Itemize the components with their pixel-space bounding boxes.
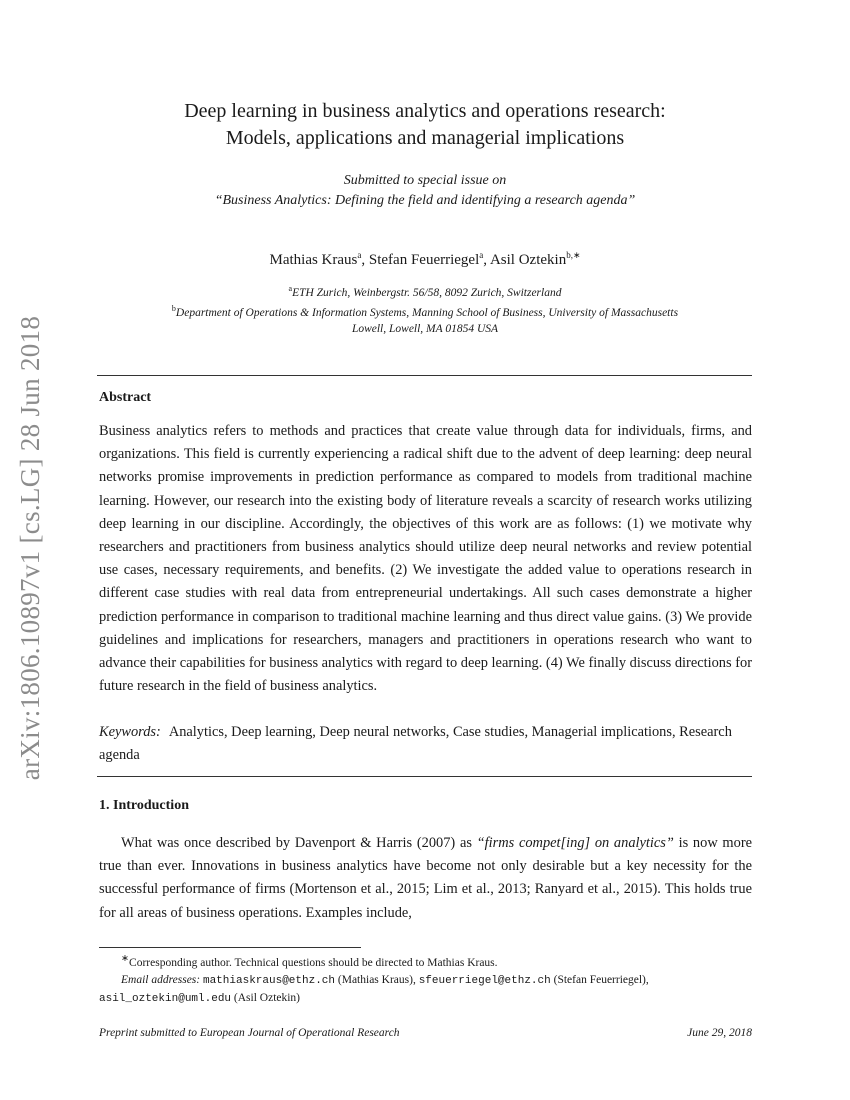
affiliations [100, 281, 750, 337]
affiliation-a [100, 281, 750, 301]
author-name: Stefan Feuerriegel [368, 252, 480, 268]
abstract-text: Business analytics refers to methods and practices that create value through data for individuals, firms, and organizations. This field is currently experiencing a radical shift due to the advent of deep learning: deep neural networks promise improvements in prediction performance as compared to models from traditional machine learning. However, our research into the existing body of literature reveals a scarcity of research works utilizing deep learning in our discipline. Accordingly, the objectives of this work are as follows: (1) we motivate why researchers and practitioners from business analytics should utilize deep neural networks and review potential use cases, necessary requirements, and benefits. (2) We investigate the added value to operations research in different case studies with real data from entrepreneurial undertakings. All such cases demonstrate a higher prediction performance in comparison to traditional machine learning and thus direct value gains. (3) We provide guidelines and implications for researchers, managers and practitioners in operations research who want to advance their capabilities for business analytics with regard to deep learning. (4) We finally discuss directions for future research in the field of business analytics. [99, 423, 752, 695]
footer-date: June 29, 2018 [687, 1027, 752, 1039]
keywords [99, 721, 752, 767]
introduction-paragraph [99, 832, 752, 925]
footnote [99, 950, 752, 1008]
author-name: Asil Oztekin [489, 252, 567, 268]
email-owner-kraus: (Mathias Kraus), [337, 973, 416, 986]
email-link-kraus[interactable]: mathiaskraus@ethz.ch [202, 974, 336, 987]
footnote-corresponding [99, 950, 752, 972]
abstract-bottom-rule [97, 776, 752, 777]
author-separator: , [361, 252, 369, 268]
email-label: Email addresses: [121, 973, 201, 986]
footer-preprint-note: Preprint submitted to European Journal of Operational Research [99, 1027, 400, 1039]
page-footer [99, 1027, 752, 1039]
affiliation-b-line-2: Lowell, Lowell, MA 01854 USA [351, 322, 499, 335]
title-line-1: Deep learning in business analytics and operations research: [184, 100, 666, 122]
paper-title [100, 98, 750, 152]
arxiv-identifier: arXiv:1806.10897v1 [cs.LG] 28 Jun 2018 [15, 315, 45, 781]
intro-text-post: is now more true than ever. Innovations in business analytics have become not only desirable but a key necessity for the successful performance of firms (Mortenson et al., 2015; Lim et al., 2013; Ranyard et al., 2015). This holds true for all areas of business operations. Examples include, [99, 835, 753, 921]
affiliation-a-text: ETH Zurich, Weinbergstr. 56/58, 8092 Zurich, Switzerland [292, 286, 562, 299]
affiliation-b [100, 301, 750, 321]
affiliation-a-mark: a [288, 284, 293, 293]
author-separator: , [483, 252, 490, 268]
affiliation-b-text: Department of Operations & Information Systems, Manning School of Business, University of Massachusetts [175, 306, 679, 319]
submission-line-2: “Business Analytics: Defining the field and identifying a research agenda” [214, 193, 636, 208]
author-affiliation-mark: a [479, 250, 484, 260]
email-link-feuerriegel[interactable]: sfeuerriegel@ethz.ch [418, 974, 551, 987]
keywords-text: Analytics, Deep learning, Deep neural networks, Case studies, Managerial implications, Research agenda [99, 724, 732, 763]
footnote-emails [99, 972, 752, 990]
abstract-heading: Abstract [99, 390, 152, 405]
author-list [100, 250, 750, 269]
footnote-emails-line-2 [99, 990, 752, 1008]
footnote-rule [99, 947, 361, 948]
email-owner-oztekin: (Asil Oztekin) [233, 991, 301, 1004]
submission-line-1: Submitted to special issue on [343, 173, 507, 188]
section-heading-introduction: 1. Introduction [99, 798, 189, 813]
affiliation-b-mark: b [171, 303, 176, 313]
intro-quote: “firms compet[ing] on analytics” [476, 835, 674, 851]
title-line-2: Models, applications and managerial implications [225, 127, 625, 149]
author-name: Mathias Kraus [269, 252, 358, 268]
keywords-label: Keywords: [99, 724, 161, 740]
author-affiliation-mark: b,∗ [566, 250, 581, 260]
author-affiliation-mark: a [357, 250, 362, 260]
intro-text-pre: What was once described by Davenport & Harris (2007) as [121, 835, 477, 851]
email-owner-feuerriegel: (Stefan Feuerriegel), [553, 973, 649, 986]
footnote-text: Corresponding author. Technical questions should be directed to Mathias Kraus. [129, 956, 498, 969]
abstract-top-rule [97, 375, 752, 376]
submission-note [100, 171, 750, 211]
footnote-mark: ∗ [121, 953, 130, 964]
email-link-oztekin[interactable]: asil_oztekin@uml.edu [99, 992, 232, 1005]
